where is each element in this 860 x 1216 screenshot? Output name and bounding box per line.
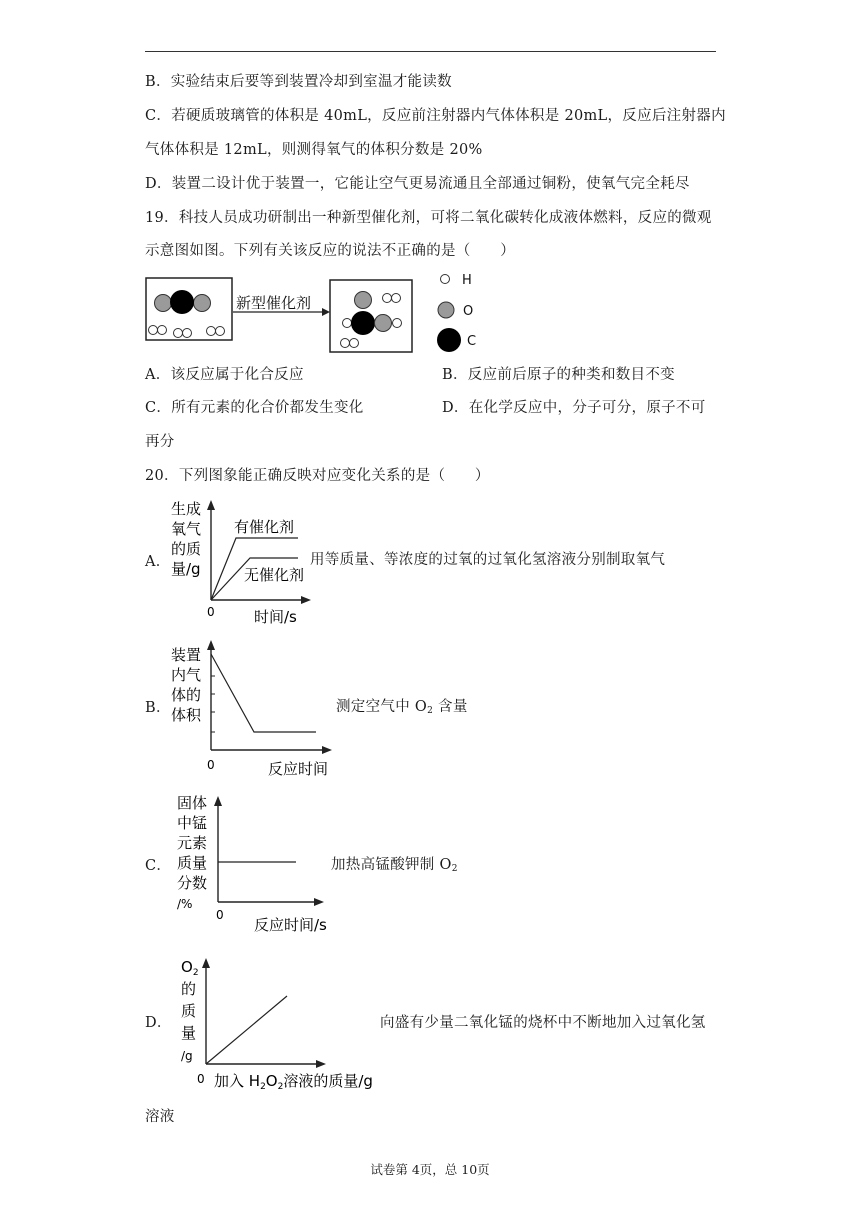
a-xlabel: 时间/s (254, 608, 297, 626)
q20-b-desc: 测定空气中 $O_2$ 含量 (336, 699, 468, 716)
legend-o-icon (438, 302, 454, 318)
b-ylabel-4: 体积 (171, 706, 202, 724)
catalyst-label: 新型催化剂 (236, 294, 312, 312)
h-atom (216, 327, 225, 336)
header-rule (145, 51, 716, 52)
d-origin: 0 (197, 1072, 205, 1086)
legend-h-icon (441, 275, 450, 284)
o-atom (355, 292, 372, 309)
q20-b-letter: B． (145, 700, 171, 716)
q20-c-desc: 加热高锰酸钾制 $O_2$ (331, 857, 458, 874)
a-x-arrow (301, 596, 311, 604)
q19-option-c: C．所有元素的化合价都发生变化 (145, 400, 364, 416)
q19-option-d-line2: 再分 (145, 434, 175, 450)
a-ylabel-1: 生成 (171, 500, 202, 518)
a-ylabel-3: 的质 (171, 540, 202, 558)
h-atom (207, 327, 216, 336)
c-ylabel-5: 分数 (177, 874, 208, 892)
d-xlabel: 加入 $H_2O_2$溶液的质量/g (214, 1072, 373, 1092)
h-atom (341, 339, 350, 348)
q20-d-desc: 向盛有少量二氧化锰的烧杯中不断地加入过氧化氢 (380, 1015, 706, 1031)
q20-d-letter: D． (145, 1015, 172, 1031)
c-x-arrow (314, 898, 324, 906)
q20-b-graph (168, 636, 338, 782)
h-atom (158, 326, 167, 335)
d-line (206, 996, 287, 1064)
d-x-arrow (316, 1060, 326, 1068)
q20-stem: 20．下列图象能正确反映对应变化关系的是（ ） (145, 468, 490, 484)
h-atom (383, 294, 392, 303)
b-ylabel-1: 装置 (171, 646, 202, 664)
arrow-head (322, 308, 330, 316)
h-atom (350, 339, 359, 348)
q19-option-b: B．反应前后原子的种类和数目不变 (442, 367, 675, 383)
d-ylabel-1: 的 (181, 980, 197, 998)
b-x-arrow (322, 746, 332, 754)
c-ylabel-2: 中锰 (177, 814, 208, 832)
h-atom (174, 329, 183, 338)
a-origin: 0 (207, 605, 215, 619)
q18-option-c-line1: C．若硬质玻璃管的体积是 40mL，反应前注射器内气体体积是 20mL，反应后注射器内 (145, 108, 726, 124)
c-atom (170, 290, 194, 314)
q18-option-b: B．实验结束后要等到装置冷却到室温才能读数 (145, 74, 452, 90)
q18-option-d: D．装置二设计优于装置一，它能让空气更易流通且全部通过铜粉，使氧气完全耗尽 (145, 176, 690, 192)
b-origin: 0 (207, 758, 215, 772)
b-ylabel-2: 内气 (171, 666, 202, 684)
h-atom (393, 319, 402, 328)
c-atom (351, 311, 375, 335)
b-xlabel: 反应时间 (268, 760, 329, 778)
q18-option-c-line2: 气体体积是 12mL，则测得氧气的体积分数是 20% (145, 142, 483, 158)
a-ylabel-2: 氧气 (171, 520, 202, 538)
legend-h-label: H (462, 273, 472, 288)
a-ylabel-4: 量/g (171, 560, 201, 578)
d-y-arrow (202, 958, 210, 968)
c-ylabel-4: 质量 (177, 854, 208, 872)
o-atom (155, 295, 172, 312)
q20-c-graph (168, 790, 338, 940)
legend-c-label: C (467, 334, 477, 349)
q20-a-desc: 用等质量、等浓度的过氧的过氧化氢溶液分别制取氧气 (310, 552, 666, 568)
q19-stem-line2: 示意图如图。下列有关该反应的说法不正确的是（ ） (145, 243, 515, 259)
a-label-with-catalyst: 有催化剂 (234, 518, 295, 536)
legend-c-icon (437, 328, 461, 352)
q19-stem-line1: 19．科技人员成功研制出一种新型催化剂，可将二氧化碳转化成液体燃料，反应的微观 (145, 210, 712, 226)
legend-o-label: O (463, 304, 474, 319)
h-atom (183, 329, 192, 338)
q20-d-desc-cont: 溶液 (145, 1109, 175, 1125)
d-ylabel-2: 质 (181, 1002, 197, 1020)
c-y-arrow (214, 796, 222, 806)
b-y-arrow (207, 640, 215, 650)
o-atom (194, 295, 211, 312)
page-footer: 试卷第 4页，总 10页 (370, 1162, 490, 1177)
d-ylabel-o2: $O_2$ (181, 958, 199, 978)
c-origin: 0 (216, 908, 224, 922)
a-label-without-catalyst: 无催化剂 (244, 566, 305, 584)
b-line (211, 654, 316, 732)
h-atom (392, 294, 401, 303)
h-atom (149, 326, 158, 335)
c-ylabel-3: 元素 (177, 834, 208, 852)
q19-option-d-line1: D．在化学反应中，分子可分，原子不可 (442, 400, 706, 416)
d-ylabel-4: /g (181, 1049, 193, 1063)
q19-reaction-diagram (140, 266, 500, 362)
c-ylabel-1: 固体 (177, 794, 208, 812)
q19-option-a: A．该反应属于化合反应 (145, 367, 304, 383)
a-y-arrow (207, 500, 215, 510)
c-ylabel-6: /% (177, 897, 193, 911)
q20-a-letter: A． (145, 554, 171, 570)
q20-d-graph (168, 950, 388, 1092)
o-atom (375, 315, 392, 332)
h-atom (343, 319, 352, 328)
q20-c-letter: C． (145, 858, 172, 874)
q20-a-graph (168, 496, 318, 626)
d-ylabel-3: 量 (181, 1024, 197, 1042)
c-xlabel: 反应时间/s (254, 916, 327, 934)
b-ylabel-3: 体的 (171, 686, 202, 704)
